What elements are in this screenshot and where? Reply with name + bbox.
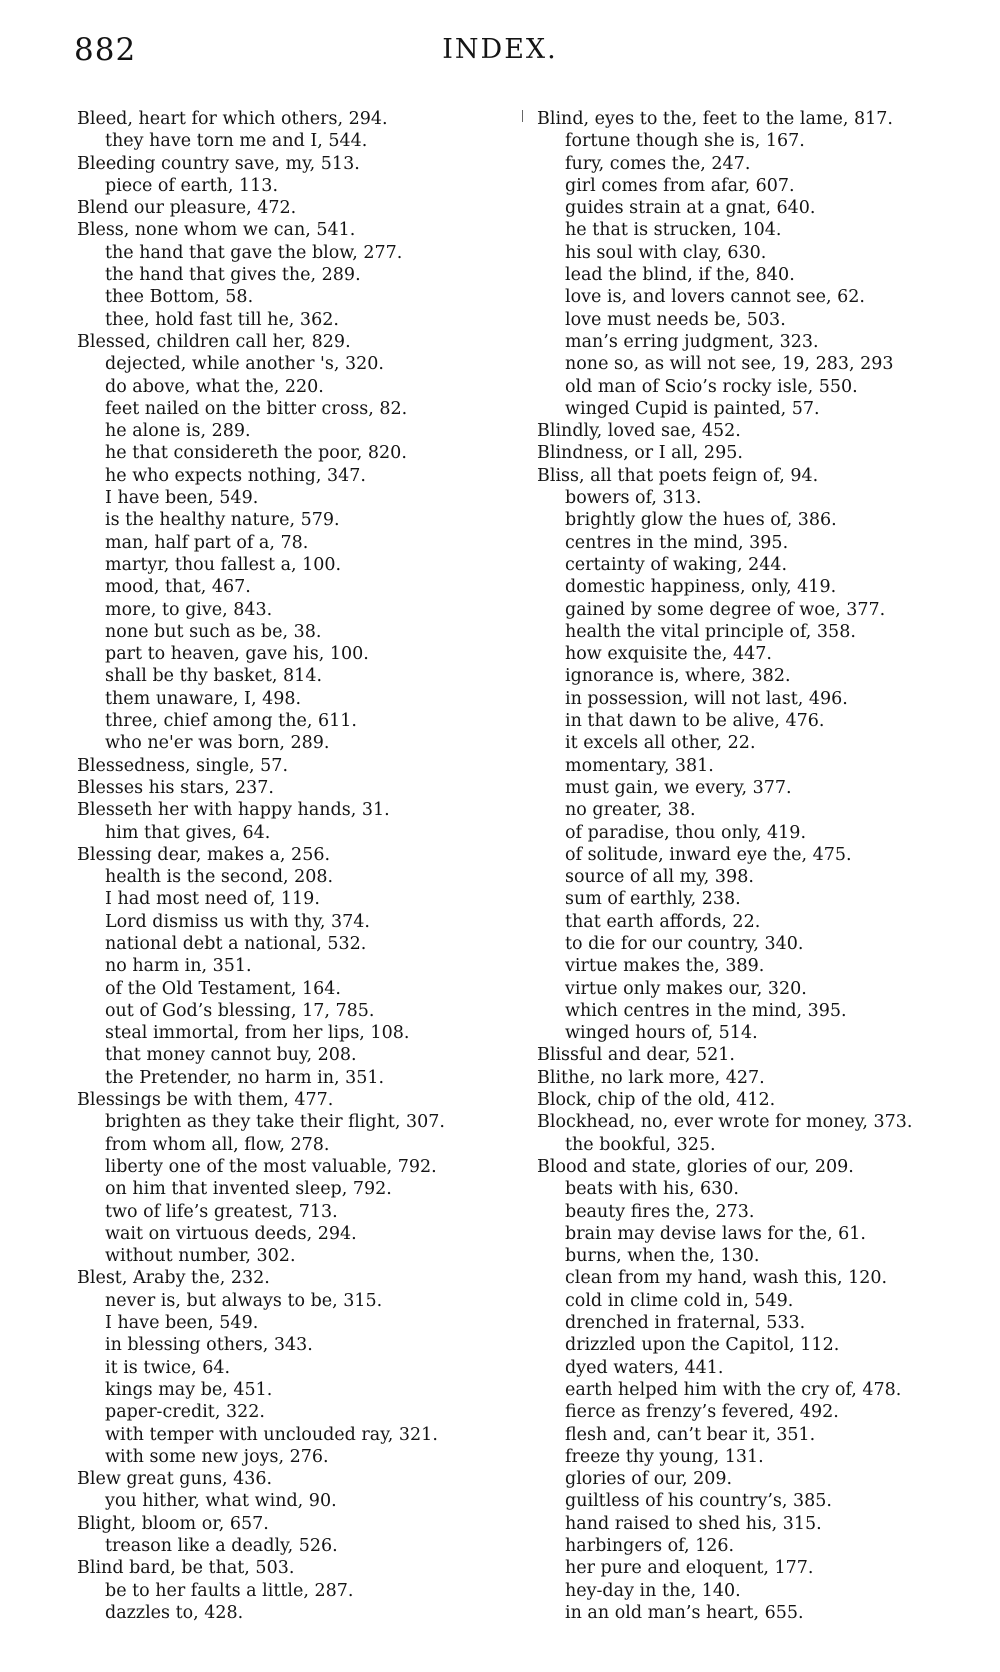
column-divider [522,110,523,122]
index-subentry: fortune though she is, 167. [565,131,805,152]
index-subentry: virtue only makes our, 320. [565,978,807,999]
index-entry: Blithe, no lark more, 427. [537,1067,765,1088]
index-subentry: must gain, we every, 377. [565,777,792,798]
index-subentry: fierce as frenzy’s fevered, 492. [565,1402,839,1423]
index-subentry: with temper with unclouded ray, 321. [105,1424,438,1445]
index-subentry: kings may be, 451. [105,1379,273,1400]
index-entry: Bleeding country save, my, 513. [77,153,360,174]
index-subentry: lead the blind, if the, 840. [565,265,795,286]
index-entry: Blest, Araby the, 232. [77,1268,270,1289]
index-subentry: mood, that, 467. [105,577,251,598]
index-subentry: freeze thy young, 131. [565,1446,764,1467]
index-subentry: none so, as will not see, 19, 283, 293 [565,354,894,375]
index-subentry: in an old man’s heart, 655. [565,1602,804,1623]
index-subentry: virtue makes the, 389. [565,956,765,977]
index-subentry: gained by some degree of woe, 377. [565,599,886,620]
index-subentry: love is, and lovers cannot see, 62. [565,287,865,308]
index-subentry: he who expects nothing, 347. [105,465,366,486]
index-subentry: certainty of waking, 244. [565,554,788,575]
index-subentry: paper-credit, 322. [105,1402,265,1423]
index-subentry: which centres in the mind, 395. [565,1000,847,1021]
index-subentry: the hand that gave the blow, 277. [105,242,403,263]
index-subentry: in that dawn to be alive, 476. [565,711,825,732]
index-subentry: harbingers of, 126. [565,1536,735,1556]
index-subentry: none but such as be, 38. [105,621,322,642]
index-entry: Blind bard, be that, 503. [77,1558,295,1579]
index-subentry: piece of earth, 113. [105,175,279,196]
index-subentry: shall be thy basket, 814. [105,666,323,687]
index-subentry: in possession, will not last, 496. [565,688,848,709]
index-subentry: guiltless of his country’s, 385. [565,1491,832,1512]
index-subentry: flesh and, can’t bear it, 351. [565,1424,816,1445]
index-subentry: fury, comes the, 247. [565,153,751,174]
index-subentry: I had most need of, 119. [105,889,320,910]
index-entry: Blessings be with them, 477. [77,1090,334,1111]
index-entry: Bleed, heart for which others, 294. [77,109,388,129]
index-subentry: him that gives, 64. [105,822,271,843]
index-subentry: winged hours of, 514. [565,1023,758,1044]
index-subentry: sum of earthly, 238. [565,889,741,910]
index-subentry: of solitude, inward eye the, 475. [565,844,852,865]
index-subentry: dyed waters, 441. [565,1357,724,1378]
index-subentry: girl comes from afar, 607. [565,175,795,196]
index-subentry: dazzles to, 428. [105,1602,244,1623]
index-subentry: national debt a national, 532. [105,933,367,954]
index-subentry: drenched in fraternal, 533. [565,1313,806,1334]
index-subentry: more, to give, 843. [105,599,273,620]
index-subentry: that earth affords, 22. [565,911,761,932]
index-subentry: no harm in, 351. [105,956,252,977]
index-subentry: earth helped him with the cry of, 478. [565,1379,902,1400]
index-subentry: her pure and eloquent, 177. [565,1558,814,1579]
index-entry: Blissful and dear, 521. [537,1045,735,1066]
index-subentry: it is twice, 64. [105,1357,231,1378]
index-subentry: love must needs be, 503. [565,309,786,330]
index-subentry: without number, 302. [105,1246,296,1267]
index-subentry: brain may devise laws for the, 61. [565,1223,866,1244]
index-subentry: them unaware, I, 498. [105,688,302,709]
page-number: 882 [74,32,137,68]
index-entry: Blindly, loved sae, 452. [537,421,741,442]
index-column-left [77,108,517,1624]
index-subentry: source of all my, 398. [565,867,754,888]
index-subentry: is the healthy nature, 579. [105,510,340,531]
index-subentry: man’s erring judgment, 323. [565,331,819,352]
index-subentry: dejected, while another 's, 320. [105,354,384,375]
index-entry: Blockhead, no, ever wrote for money, 373. [537,1112,913,1133]
index-subentry: they have torn me and I, 544. [105,131,368,152]
index-entry: Blood and state, glories of our, 209. [537,1156,854,1177]
index-entry: Blindness, or I all, 295. [537,443,743,464]
index-entry: Blend our pleasure, 472. [77,198,297,219]
index-column-right [537,108,977,1624]
index-subentry: burns, when the, 130. [565,1246,760,1267]
index-subentry: who ne'er was born, 289. [105,733,330,754]
index-subentry: brighten as they take their flight, 307. [105,1112,445,1133]
index-subentry: ignorance is, where, 382. [565,666,791,687]
index-subentry: brightly glow the hues of, 386. [565,510,837,531]
page-title: INDEX. [442,34,558,65]
index-subentry: centres in the mind, 395. [565,532,789,553]
index-entry: Blesseth her with happy hands, 31. [77,800,390,821]
index-subentry: bowers of, 313. [565,488,702,509]
index-subentry: of the Old Testament, 164. [105,978,341,999]
index-subentry: how exquisite the, 447. [565,644,772,665]
index-subentry: health the vital principle of, 358. [565,621,856,642]
index-subentry: you hither, what wind, 90. [105,1491,337,1512]
index-subentry: it excels all other, 22. [565,733,756,754]
index-subentry: the Pretender, no harm in, 351. [105,1067,385,1088]
index-subentry: clean from my hand, wash this, 120. [565,1268,888,1289]
index-subentry: he that considereth the poor, 820. [105,443,407,464]
index-subentry: beauty fires the, 273. [565,1201,755,1222]
index-subentry: out of God’s blessing, 17, 785. [105,1000,375,1021]
index-subentry: martyr, thou fallest a, 100. [105,554,342,575]
index-subentry: cold in clime cold in, 549. [565,1290,794,1311]
index-subentry: with some new joys, 276. [105,1446,329,1467]
index-subentry: glories of our, 209. [565,1469,733,1490]
index-entry: Blessedness, single, 57. [77,755,289,776]
index-subentry: he that is strucken, 104. [565,220,782,241]
index-subentry: to die for our country, 340. [565,933,804,954]
index-entry: Bless, none whom we can, 541. [77,220,356,241]
index-subentry: three, chief among the, 611. [105,711,357,732]
index-subentry: hand raised to shed his, 315. [565,1513,822,1534]
index-subentry: man, half part of a, 78. [105,532,309,553]
index-subentry: on him that invented sleep, 792. [105,1179,392,1200]
index-entry: Blind, eyes to the, feet to the lame, 817. [537,109,893,129]
index-subentry: liberty one of the most valuable, 792. [105,1156,437,1177]
index-subentry: he alone is, 289. [105,421,251,442]
index-subentry: wait on virtuous deeds, 294. [105,1223,357,1244]
index-subentry: be to her faults a little, 287. [105,1580,354,1601]
index-subentry: thee, hold fast till he, 362. [105,309,339,330]
index-subentry: I have been, 549. [105,1313,259,1334]
index-entry: Blight, bloom or, 657. [77,1513,269,1534]
index-subentry: feet nailed on the bitter cross, 82. [105,398,408,419]
index-subentry: momentary, 381. [565,755,714,776]
index-subentry: the bookful, 325. [565,1134,716,1155]
index-subentry: his soul with clay, 630. [565,242,767,263]
index-subentry: health is the second, 208. [105,867,334,888]
index-entry: Blessing dear, makes a, 256. [77,844,331,865]
index-entry: Bliss, all that poets feign of, 94. [537,465,819,486]
index-subentry: part to heaven, gave his, 100. [105,644,369,665]
index-subentry: in blessing others, 343. [105,1335,313,1356]
index-subentry: from whom all, flow, 278. [105,1134,330,1155]
index-subentry: that money cannot buy, 208. [105,1045,357,1066]
index-subentry: steal immortal, from her lips, 108. [105,1023,410,1044]
index-subentry: I have been, 549. [105,488,259,509]
index-subentry: hey-day in the, 140. [565,1580,741,1601]
index-entry: Block, chip of the old, 412. [537,1090,776,1111]
index-subentry: of paradise, thou only, 419. [565,822,807,843]
index-subentry: do above, what the, 220. [105,376,324,397]
index-subentry: domestic happiness, only, 419. [565,577,837,598]
index-subentry: two of life’s greatest, 713. [105,1201,338,1222]
index-subentry: thee Bottom, 58. [105,287,254,308]
index-subentry: old man of Scio’s rocky isle, 550. [565,376,858,397]
index-subentry: treason like a deadly, 526. [105,1536,338,1556]
index-subentry: beats with his, 630. [565,1179,739,1200]
index-subentry: winged Cupid is painted, 57. [565,398,820,419]
index-entry: Blessed, children call her, 829. [77,331,351,352]
index-subentry: drizzled upon the Capitol, 112. [565,1335,840,1356]
index-entry: Blew great guns, 436. [77,1469,273,1490]
index-subentry: never is, but always to be, 315. [105,1290,383,1311]
index-subentry: guides strain at a gnat, 640. [565,198,816,219]
index-subentry: Lord dismiss us with thy, 374. [105,911,370,932]
index-entry: Blesses his stars, 237. [77,777,274,798]
index-subentry: the hand that gives the, 289. [105,265,361,286]
index-subentry: no greater, 38. [565,800,696,821]
